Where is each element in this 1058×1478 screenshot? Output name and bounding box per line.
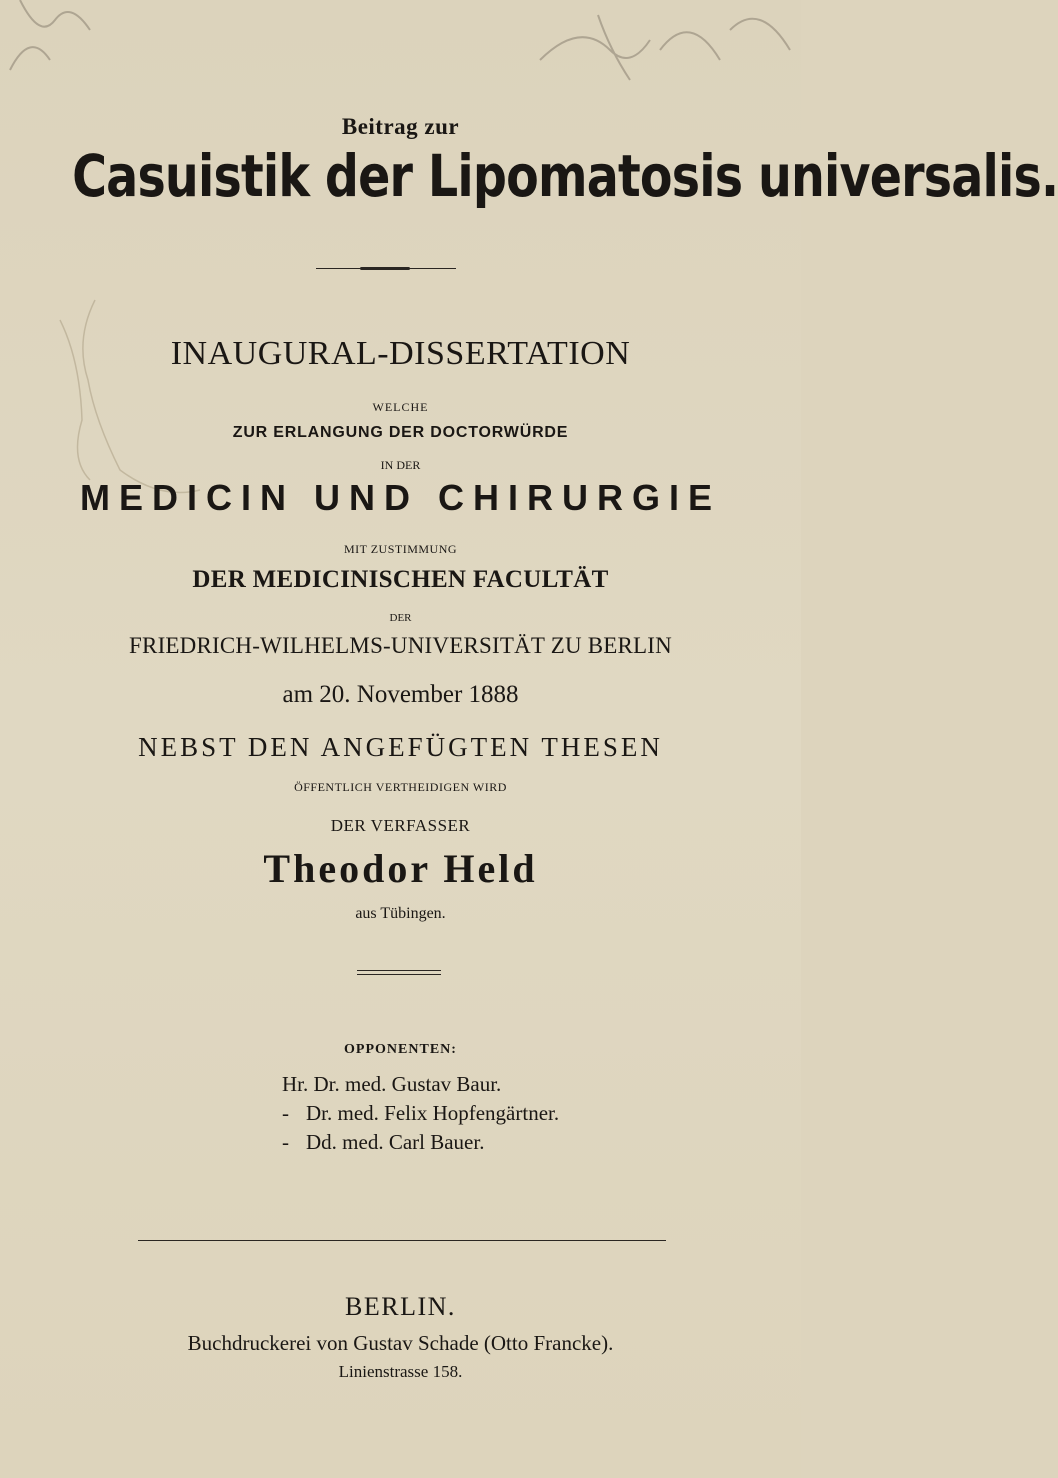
dissertation-type: INAUGURAL-DISSERTATION — [170, 335, 631, 372]
opponent-name: Dd. med. Carl Bauer. — [306, 1130, 485, 1154]
consent-label: MIT ZUSTIMMUNG — [343, 542, 458, 556]
purpose-line: ZUR ERLANGUNG DER DOCTORWÜRDE — [232, 424, 569, 441]
opponent-item — [282, 1099, 702, 1128]
opponent-name: Dr. med. Felix Hopfengärtner. — [306, 1101, 560, 1125]
imprint-city: BERLIN. — [345, 1292, 456, 1321]
author-origin: aus Tübingen. — [355, 905, 446, 922]
author-label: DER VERFASSER — [330, 816, 471, 835]
defended-label: ÖFFENTLICH VERTHEIDIGEN WIRD — [294, 780, 507, 794]
opponents-heading: OPPONENTEN: — [344, 1042, 457, 1057]
imprint-printer: Buchdruckerei von Gustav Schade (Otto Francke). — [187, 1331, 614, 1355]
field-heading: MEDICIN UND CHIRURGIE — [79, 477, 721, 518]
double-rule-top — [357, 970, 441, 971]
opponent-name: Hr. Dr. med. Gustav Baur. — [282, 1072, 502, 1096]
theses-heading: NEBST DEN ANGEFÜGTEN THESEN — [138, 732, 663, 762]
imprint-address: Linienstrasse 158. — [338, 1362, 463, 1381]
ornament-divider-accent — [360, 267, 410, 270]
der-label: DER — [389, 612, 412, 624]
opponent-prefix: - — [282, 1130, 289, 1154]
welche-label: WELCHE — [372, 400, 429, 414]
opponent-item — [282, 1128, 702, 1157]
faculty-heading: DER MEDICINISCHEN FACULTÄT — [192, 566, 609, 593]
date-line: am 20. November 1888 — [282, 681, 519, 708]
opponents-list — [282, 1070, 702, 1157]
subtitle: Beitrag zur — [341, 114, 460, 139]
double-rule-bottom — [357, 974, 441, 975]
main-title: Casuistik der Lipomatosis universalis. — [72, 142, 1058, 210]
opponent-item — [282, 1070, 702, 1099]
imprint-rule — [138, 1240, 666, 1241]
author-name: Theodor Held — [263, 846, 538, 891]
in-der-label: IN DER — [380, 458, 421, 472]
opponent-prefix: - — [282, 1101, 289, 1125]
university-name: FRIEDRICH-WILHELMS-UNIVERSITÄT ZU BERLIN — [129, 633, 672, 658]
